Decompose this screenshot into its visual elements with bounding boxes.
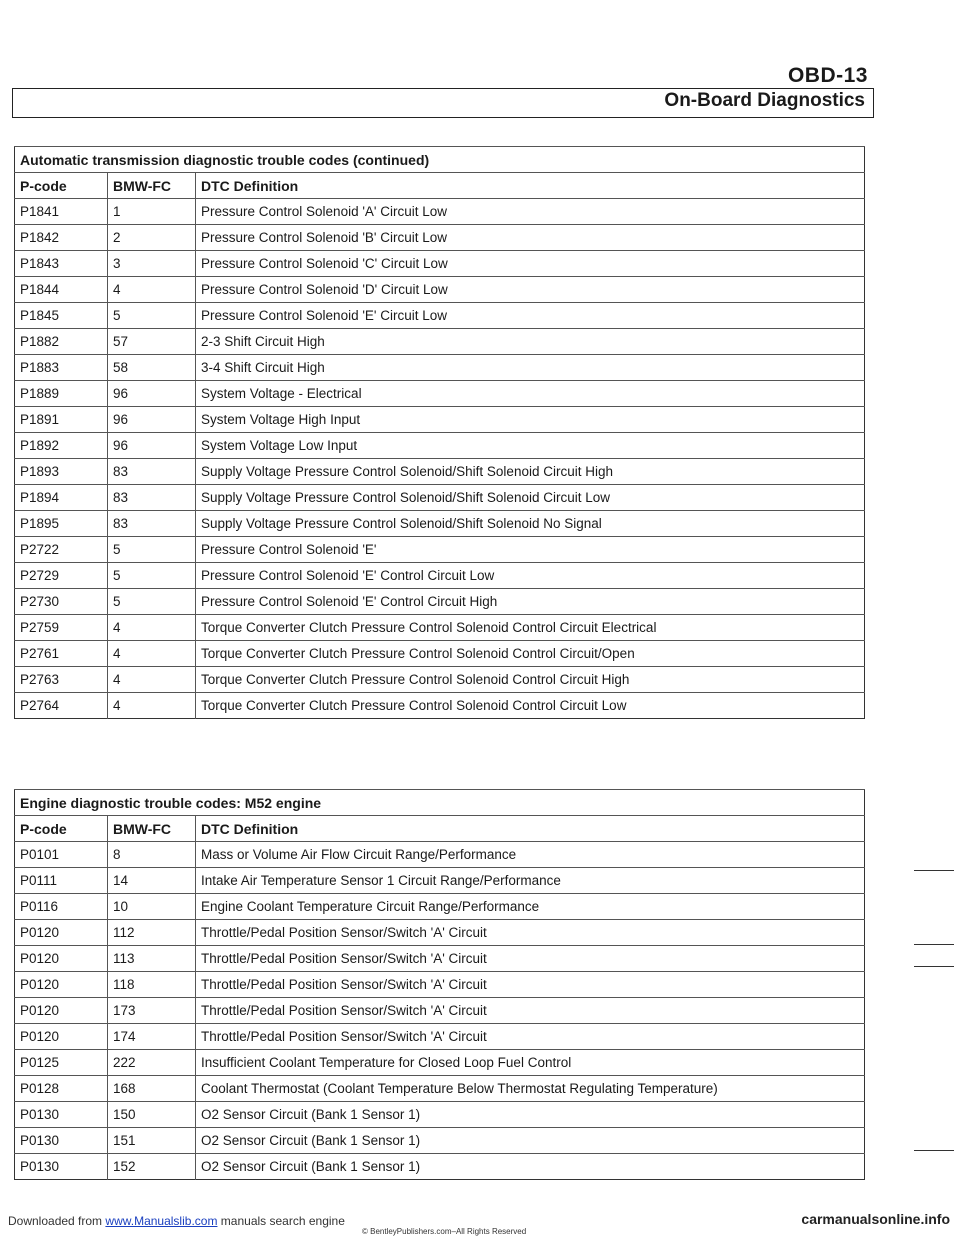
bmw-fc-cell: 151: [108, 1128, 196, 1154]
table-row: [15, 667, 865, 693]
p-code-cell: P0116: [15, 894, 108, 920]
table-caption-row: [15, 790, 865, 816]
table-row: [15, 615, 865, 641]
bmw-fc-cell: 113: [108, 946, 196, 972]
p-code-cell: P2761: [15, 641, 108, 667]
dtc-definition-cell: Mass or Volume Air Flow Circuit Range/Performance: [196, 842, 865, 868]
dtc-definition-cell: Torque Converter Clutch Pressure Control Solenoid Control Circuit/Open: [196, 641, 865, 667]
table-row: [15, 589, 865, 615]
column-header: BMW-FC: [108, 173, 196, 199]
column-header: BMW-FC: [108, 816, 196, 842]
dtc-definition-cell: Torque Converter Clutch Pressure Control Solenoid Control Circuit High: [196, 667, 865, 693]
dtc-definition-cell: Throttle/Pedal Position Sensor/Switch 'A' Circuit: [196, 946, 865, 972]
table-caption: Engine diagnostic trouble codes: M52 engine: [15, 790, 865, 816]
engine-dtc-table: [14, 789, 865, 1180]
bmw-fc-cell: 173: [108, 998, 196, 1024]
dtc-definition-cell: Throttle/Pedal Position Sensor/Switch 'A' Circuit: [196, 998, 865, 1024]
table-row: [15, 693, 865, 719]
site-watermark: carmanualsonline.info: [801, 1211, 950, 1227]
p-code-cell: P0111: [15, 868, 108, 894]
dtc-definition-cell: 2-3 Shift Circuit High: [196, 329, 865, 355]
manualslib-link[interactable]: www.Manualslib.com: [105, 1214, 218, 1228]
dtc-definition-cell: Supply Voltage Pressure Control Solenoid/Shift Solenoid No Signal: [196, 511, 865, 537]
dtc-definition-cell: System Voltage - Electrical: [196, 381, 865, 407]
p-code-cell: P0130: [15, 1154, 108, 1180]
bmw-fc-cell: 57: [108, 329, 196, 355]
table-row: [15, 407, 865, 433]
bmw-fc-cell: 5: [108, 537, 196, 563]
margin-marks: [914, 0, 960, 1242]
table-body: [15, 147, 865, 719]
bmw-fc-cell: 222: [108, 1050, 196, 1076]
dtc-definition-cell: System Voltage Low Input: [196, 433, 865, 459]
table-row: [15, 1128, 865, 1154]
dtc-definition-cell: O2 Sensor Circuit (Bank 1 Sensor 1): [196, 1128, 865, 1154]
table-row: [15, 920, 865, 946]
table-header-row: [15, 816, 865, 842]
dtc-definition-cell: 3-4 Shift Circuit High: [196, 355, 865, 381]
p-code-cell: P0120: [15, 920, 108, 946]
bmw-fc-cell: 96: [108, 407, 196, 433]
bmw-fc-cell: 4: [108, 641, 196, 667]
table-row: [15, 1076, 865, 1102]
column-header: P-code: [15, 816, 108, 842]
table-row: [15, 1154, 865, 1180]
bmw-fc-cell: 118: [108, 972, 196, 998]
p-code-cell: P1844: [15, 277, 108, 303]
p-code-cell: P1842: [15, 225, 108, 251]
bmw-fc-cell: 4: [108, 277, 196, 303]
table-row: [15, 251, 865, 277]
p-code-cell: P1895: [15, 511, 108, 537]
bmw-fc-cell: 2: [108, 225, 196, 251]
p-code-cell: P1891: [15, 407, 108, 433]
dtc-definition-cell: Throttle/Pedal Position Sensor/Switch 'A' Circuit: [196, 920, 865, 946]
bmw-fc-cell: 174: [108, 1024, 196, 1050]
table-row: [15, 1024, 865, 1050]
table-row: [15, 485, 865, 511]
bmw-fc-cell: 8: [108, 842, 196, 868]
dtc-definition-cell: Throttle/Pedal Position Sensor/Switch 'A' Circuit: [196, 972, 865, 998]
bmw-fc-cell: 83: [108, 485, 196, 511]
margin-mark: [914, 870, 954, 871]
bmw-fc-cell: 1: [108, 199, 196, 225]
bmw-fc-cell: 112: [108, 920, 196, 946]
dtc-definition-cell: Insufficient Coolant Temperature for Closed Loop Fuel Control: [196, 1050, 865, 1076]
p-code-cell: P0120: [15, 946, 108, 972]
copyright-notice: © BentleyPublishers.com–All Rights Reserved: [362, 1227, 527, 1236]
bmw-fc-cell: 96: [108, 433, 196, 459]
table-row: [15, 563, 865, 589]
bmw-fc-cell: 5: [108, 589, 196, 615]
dtc-definition-cell: Supply Voltage Pressure Control Solenoid/Shift Solenoid Circuit High: [196, 459, 865, 485]
table-body: [15, 790, 865, 1180]
table-caption-row: [15, 147, 865, 173]
dtc-definition-cell: Coolant Thermostat (Coolant Temperature Below Thermostat Regulating Temperature): [196, 1076, 865, 1102]
footer-suffix: manuals search engine: [220, 1214, 345, 1228]
table-caption: Automatic transmission diagnostic trouble codes (continued): [15, 147, 865, 173]
dtc-definition-cell: Supply Voltage Pressure Control Solenoid/Shift Solenoid Circuit Low: [196, 485, 865, 511]
dtc-definition-cell: O2 Sensor Circuit (Bank 1 Sensor 1): [196, 1102, 865, 1128]
table-row: [15, 303, 865, 329]
dtc-definition-cell: Pressure Control Solenoid 'E' Control Circuit Low: [196, 563, 865, 589]
table-row: [15, 641, 865, 667]
bmw-fc-cell: 14: [108, 868, 196, 894]
dtc-definition-cell: O2 Sensor Circuit (Bank 1 Sensor 1): [196, 1154, 865, 1180]
bmw-fc-cell: 4: [108, 693, 196, 719]
bmw-fc-cell: 5: [108, 303, 196, 329]
bmw-fc-cell: 83: [108, 511, 196, 537]
table-row: [15, 381, 865, 407]
section-header-bar: [12, 88, 874, 118]
bmw-fc-cell: 58: [108, 355, 196, 381]
margin-mark: [914, 944, 954, 945]
dtc-definition-cell: Pressure Control Solenoid 'A' Circuit Low: [196, 199, 865, 225]
dtc-definition-cell: Pressure Control Solenoid 'C' Circuit Low: [196, 251, 865, 277]
margin-mark: [914, 1150, 954, 1151]
bmw-fc-cell: 83: [108, 459, 196, 485]
dtc-definition-cell: Engine Coolant Temperature Circuit Range/Performance: [196, 894, 865, 920]
table-row: [15, 433, 865, 459]
column-header: DTC Definition: [196, 173, 865, 199]
table-row: [15, 511, 865, 537]
bmw-fc-cell: 10: [108, 894, 196, 920]
p-code-cell: P2763: [15, 667, 108, 693]
dtc-definition-cell: Pressure Control Solenoid 'E': [196, 537, 865, 563]
table-row: [15, 199, 865, 225]
p-code-cell: P0101: [15, 842, 108, 868]
dtc-definition-cell: System Voltage High Input: [196, 407, 865, 433]
table-row: [15, 277, 865, 303]
p-code-cell: P1845: [15, 303, 108, 329]
p-code-cell: P2722: [15, 537, 108, 563]
p-code-cell: P1882: [15, 329, 108, 355]
p-code-cell: P0128: [15, 1076, 108, 1102]
section-title: On-Board Diagnostics: [664, 90, 865, 111]
dtc-definition-cell: Torque Converter Clutch Pressure Control Solenoid Control Circuit Low: [196, 693, 865, 719]
table-row: [15, 894, 865, 920]
p-code-cell: P2729: [15, 563, 108, 589]
p-code-cell: P2730: [15, 589, 108, 615]
p-code-cell: P0130: [15, 1128, 108, 1154]
table-row: [15, 842, 865, 868]
column-header: P-code: [15, 173, 108, 199]
p-code-cell: P0120: [15, 1024, 108, 1050]
table-row: [15, 225, 865, 251]
table-row: [15, 329, 865, 355]
bmw-fc-cell: 168: [108, 1076, 196, 1102]
p-code-cell: P0130: [15, 1102, 108, 1128]
table-row: [15, 355, 865, 381]
download-footer: [8, 1214, 345, 1228]
p-code-cell: P1892: [15, 433, 108, 459]
bmw-fc-cell: 3: [108, 251, 196, 277]
bmw-fc-cell: 5: [108, 563, 196, 589]
margin-mark: [914, 966, 954, 967]
p-code-cell: P1883: [15, 355, 108, 381]
table-header-row: [15, 173, 865, 199]
p-code-cell: P1893: [15, 459, 108, 485]
transmission-dtc-table: [14, 146, 865, 719]
p-code-cell: P0125: [15, 1050, 108, 1076]
p-code-cell: P0120: [15, 998, 108, 1024]
table-row: [15, 998, 865, 1024]
p-code-cell: P0120: [15, 972, 108, 998]
column-header: DTC Definition: [196, 816, 865, 842]
p-code-cell: P1894: [15, 485, 108, 511]
dtc-definition-cell: Pressure Control Solenoid 'B' Circuit Low: [196, 225, 865, 251]
table-row: [15, 459, 865, 485]
table-row: [15, 868, 865, 894]
table-row: [15, 946, 865, 972]
p-code-cell: P1841: [15, 199, 108, 225]
bmw-fc-cell: 96: [108, 381, 196, 407]
bmw-fc-cell: 4: [108, 615, 196, 641]
p-code-cell: P2764: [15, 693, 108, 719]
dtc-definition-cell: Pressure Control Solenoid 'D' Circuit Low: [196, 277, 865, 303]
dtc-definition-cell: Throttle/Pedal Position Sensor/Switch 'A' Circuit: [196, 1024, 865, 1050]
dtc-definition-cell: Torque Converter Clutch Pressure Control Solenoid Control Circuit Electrical: [196, 615, 865, 641]
bmw-fc-cell: 150: [108, 1102, 196, 1128]
table-row: [15, 1102, 865, 1128]
dtc-definition-cell: Pressure Control Solenoid 'E' Control Circuit High: [196, 589, 865, 615]
table-row: [15, 1050, 865, 1076]
p-code-cell: P1889: [15, 381, 108, 407]
p-code-cell: P2759: [15, 615, 108, 641]
page-number: OBD-13: [787, 64, 868, 87]
dtc-definition-cell: Pressure Control Solenoid 'E' Circuit Low: [196, 303, 865, 329]
table-row: [15, 537, 865, 563]
dtc-definition-cell: Intake Air Temperature Sensor 1 Circuit Range/Performance: [196, 868, 865, 894]
bmw-fc-cell: 152: [108, 1154, 196, 1180]
footer-prefix: Downloaded from: [8, 1214, 103, 1228]
bmw-fc-cell: 4: [108, 667, 196, 693]
table-row: [15, 972, 865, 998]
p-code-cell: P1843: [15, 251, 108, 277]
